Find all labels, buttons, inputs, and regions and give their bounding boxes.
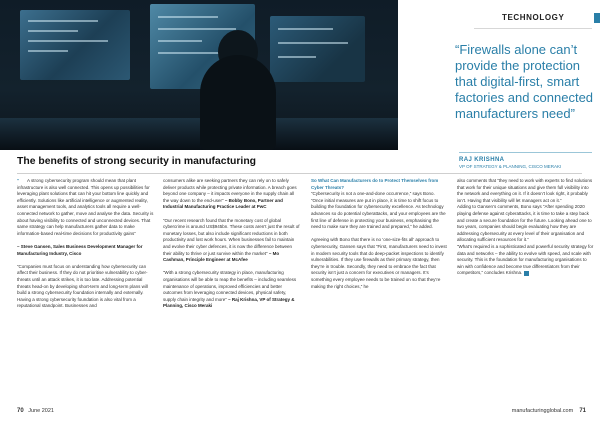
paragraph: also comments that “they need to work with experts to find solutions that work for their unique situations and give them full visibility into the network and everything on it. If it doesn’t look right, it probably isn’t. Having that visibility will let managers act on it.” (457, 178, 593, 203)
headline-rule (17, 173, 582, 174)
paragraph: “Our recent research found that the monetary cost of global cybercrime is around US$945bn. These costs aren’t just the result of monetary losses, but also include significant reductions in both productivity and lost work hours. When businesses fail to maintain and evolve their cyber defences, it is now the difference between their ability to thrive or just survive within the market” – Mo Cashman, Principle Engineer at McAfee (163, 217, 300, 263)
paragraph: Agreeing with Bono that there is no ‘one-size-fits all’ approach to cybersecurity, Gansen says that “First, manufacturers need to invest in modern security tools that do deep-packet inspections to identify vulnerabilities. If they use firewalls as their primary strategy, then they’re in trouble. Secondly, they need to embrace the fact that security isn’t just a concern for executives or managers. It’s something every employee needs to be trained on so that they’re making the right choices,” he (311, 237, 447, 289)
paragraph: “Cybersecurity is not a one-and-done occurrence,” says Bono. “Once initial measures are put in place, it is time to shift focus to building the foundation for cybersecurity excellence. As technology advances so do potential cyberattacks, and your employees are the first line of defense in protecting your business, emphasising the need to make sure they are trained and prepared,” he added. (311, 191, 446, 230)
attribution: – Steve Gansen, Sales Business Development Manager for Manufacturing Industry, Cisco (17, 243, 143, 256)
section-tag-bar (594, 13, 600, 23)
monitor-left (20, 10, 130, 80)
column-2 (163, 178, 300, 316)
page-number-right: 71 (579, 408, 586, 414)
issue-date: June 2021 (28, 408, 54, 414)
paragraph: “Companies must focus on understanding how cybersecurity can affect their business. If they do not prioritise vulnerability to cyber-threats until an attack strikes, it is too late. Addressing potential threats head-on by developing short-term and long-term plans will build a strong cybersecurity foundation internally and externally. Having a strong cybersecurity foundation is also vital from a reputational standpoint. Businesses and (17, 263, 148, 309)
column-3 (311, 178, 448, 297)
page-number-left: 70 (17, 408, 24, 414)
quote-author-rule (459, 152, 592, 153)
paragraph: “With a strong cybersecurity strategy in place, manufacturing organisations will be able to reap the benefits – including seamless maintenance of operations, improved efficiencies and better outcomes from leveraging connected devices, physical safety, supply chain integrity and more” – Raj Krishna, VP of Strategy & Planning, Cisco Meraki (163, 270, 297, 309)
desk (0, 118, 398, 150)
monitor-right (270, 16, 365, 82)
quote-author-name: RAJ KRISHNA (459, 157, 505, 163)
quote-author-role: VP OF STRATEGY & PLANNING, CISCO MERAKI (459, 164, 562, 169)
paragraph: “What’s required is a sophisticated and powerful security strategy for data and networks – the ability to evolve with speed, and scale with security. This is the foundation for manufacturing organisations to win with confidence and become true differentiators from their competitors,” concludes Krishna. (457, 243, 594, 276)
section-tag: TECHNOLOGY (502, 13, 565, 22)
website: manufacturingglobal.com (511, 408, 574, 414)
person-silhouette (200, 55, 276, 150)
article-headline: The benefits of strong security in manufacturing (17, 156, 257, 167)
tag-divider (474, 28, 592, 29)
footer-left (17, 408, 54, 414)
column-4 (457, 178, 594, 284)
pull-quote: “Firewalls alone can’t provide the protection that digital-first, smart factories and connected manufacturers need” (455, 42, 594, 121)
end-mark-icon (524, 271, 529, 276)
column-1 (17, 178, 154, 316)
hero-photo-hacker-at-monitors (0, 0, 398, 150)
paragraph: consumers alike are seeking partners they can rely on to safely deliver products while protecting private information. A breach goes beyond one company – it impacts everyone in the supply chain all the way down to the end-user” – Bobby Bono, Partner and Industrial Manufacturing Practice Leader at PwC (163, 178, 297, 210)
subheading: So What Can Manufacturers do to Protect Themselves from Cyber Threats? (311, 178, 439, 190)
paragraph: “ A strong cybersecurity program should mean that plant infrastructure is also well connected. This opens up possibilities for leveraging plant solutions that can hit your bottom line quickly and efficiently. Solutions like artificial intelligence or augmented reality, asset management tools, and analytics tools all require a well-connected network to gather, move and analyse the data. Security is about having visibility to connected and unconnected devices. That same strategy can help manufacturers gather data to make information-based real-time decisions for productivity gains” (17, 178, 154, 236)
paragraph: Adding to Gansen’s comments, Bono says “After spending 2020 playing defense against cyberattacks, it is time to take a step back and create a secure foundation for the future. Looking ahead one to two years, companies should begin evaluating how they are addressing cybersecurity at every level of their organisation and allocating sufficient resources for it.” (457, 204, 592, 243)
quote-mark-icon: “ (17, 178, 20, 183)
footer-right (512, 408, 586, 414)
